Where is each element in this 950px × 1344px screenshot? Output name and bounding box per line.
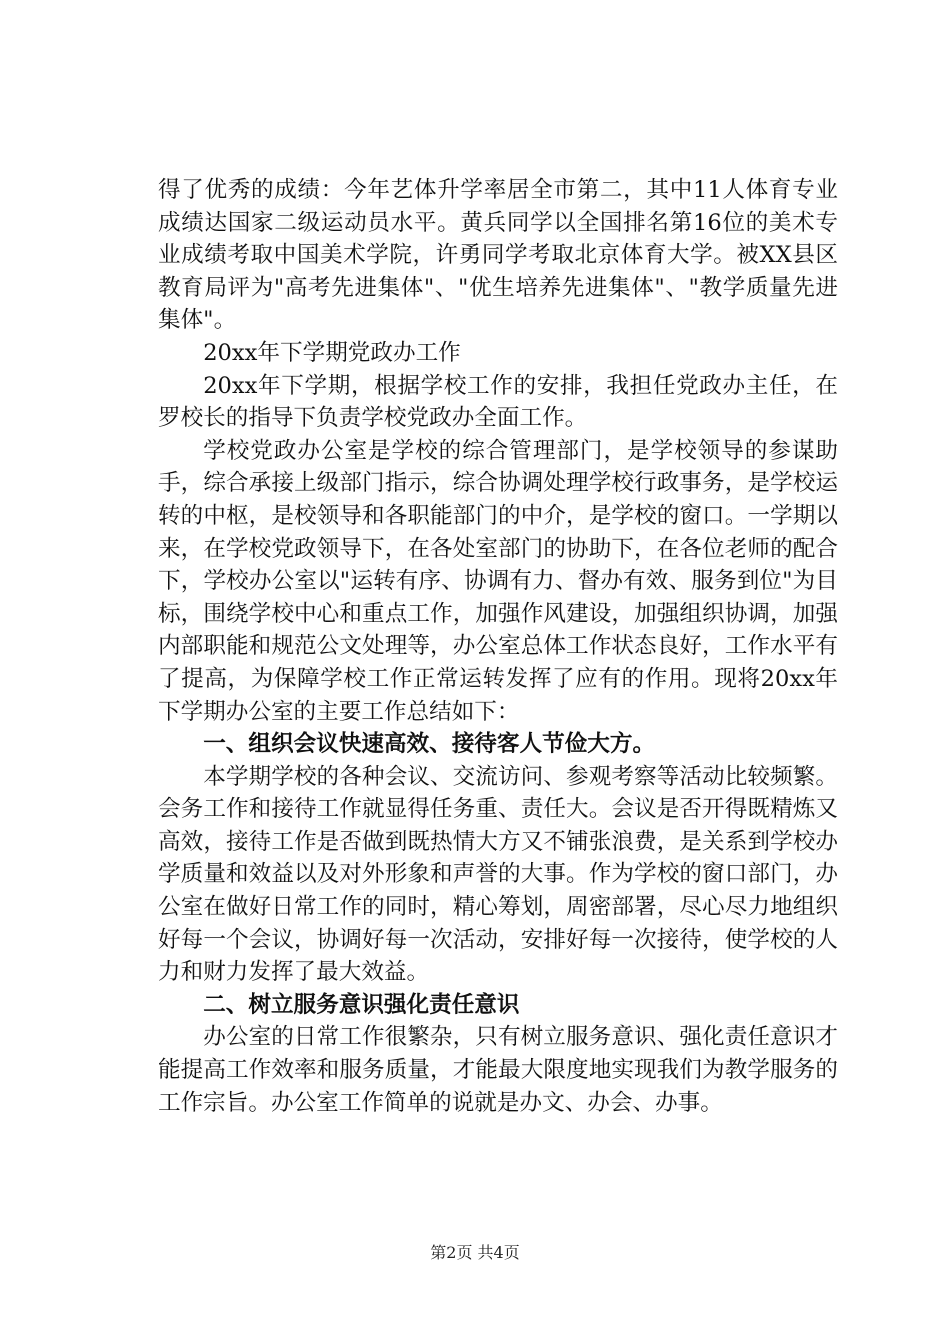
section-title-party-office: 20xx年下学期党政办工作	[203, 339, 461, 366]
paragraph-office-overview: 学校党政办公室是学校的综合管理部门，是学校领导的参谋助手，综合承接上级部门指示，综合协调处理学校行政事务，是学校运转的中枢，是校领导和各职能部门的中介，是学校的窗口。一学期以来，在学校党政领导下，在各处室部门的协助下，在各位老师的配合下，学校办公室以"运转有序、协调有力、督办有效、服务到位"为目标，围绕学校中心和重点工作，加强作风建设，加强组织协调，加强内部职能和规范公文处理等，办公室总体工作状态良好，工作水平有了提高，为保障学校工作正常运转发挥了应有的作用。现将20xx年下学期办公室的主要工作总结如下：	[158, 437, 838, 725]
paragraph-service: 办公室的日常工作很繁杂，只有树立服务意识、强化责任意识才能提高工作效率和服务质量，才能最大限度地实现我们为教学服务的工作宗旨。办公室工作简单的说就是办文、办会、办事。	[158, 1024, 838, 1116]
heading-service-awareness: 二、树立服务意识强化责任意识	[203, 991, 520, 1018]
document-body	[158, 174, 838, 1119]
paragraph-role: 20xx年下学期，根据学校工作的安排，我担任党政办主任，在罗校长的指导下负责学校党政办全面工作。	[158, 372, 838, 432]
paragraph-continuation: 得了优秀的成绩：今年艺体升学率居全市第二，其中11人体育专业成绩达国家二级运动员水平。黄兵同学以全国排名第16位的美术专业成绩考取中国美术学院，许勇同学考取北京体育大学。被XX县区教育局评为"高考先进集体"、"优生培养先进集体"、"教学质量先进集体"。	[158, 177, 838, 334]
heading-meetings-reception: 一、组织会议快速高效、接待客人节俭大方。	[203, 731, 656, 758]
paragraph-meetings: 本学期学校的各种会议、交流访问、参观考察等活动比较频繁。会务工作和接待工作就显得任务重、责任大。会议是否开得既精炼又高效，接待工作是否做到既热情大方又不铺张浪费，是关系到学校办学质量和效益以及对外形象和声誉的大事。作为学校的窗口部门，办公室在做好日常工作的同时，精心筹划，周密部署，尽心尽力地组织好每一个会议，协调好每一次活动，安排好每一次接待，使学校的人力和财力发挥了最大效益。	[158, 763, 838, 986]
page-number-footer: 第2页 共4页	[430, 1243, 520, 1262]
